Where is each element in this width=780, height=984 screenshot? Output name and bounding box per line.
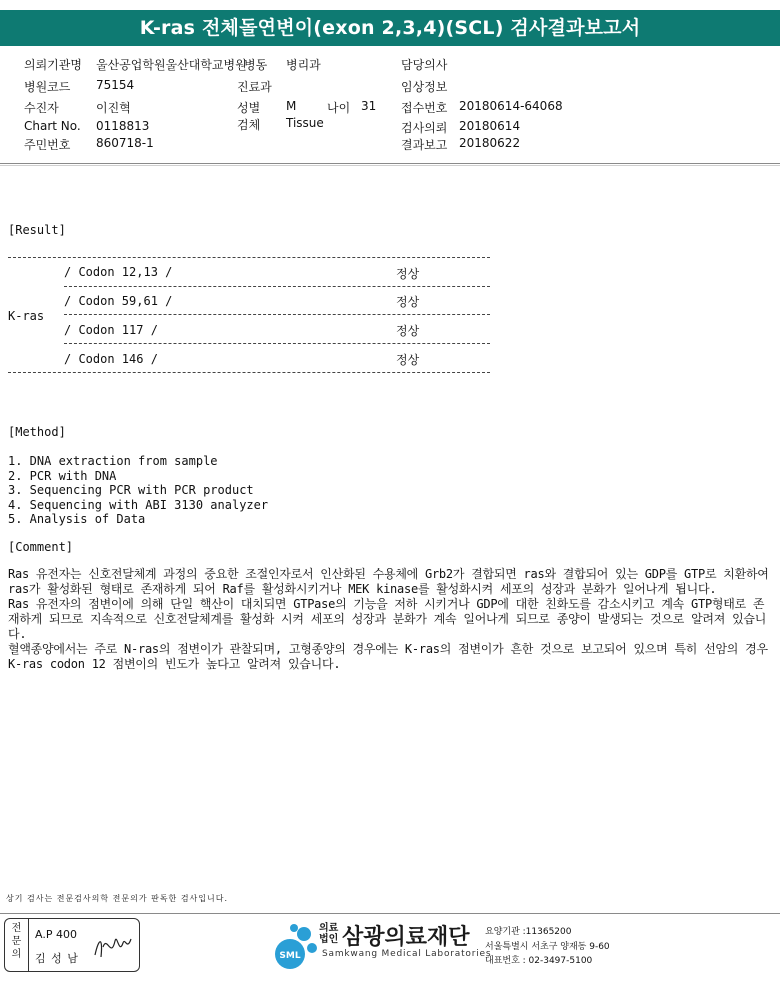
codon-label: / Codon 117 / <box>64 323 158 337</box>
org-name: 삼광의료재단 <box>342 925 470 950</box>
codon-label: / Codon 146 / <box>64 352 158 366</box>
report-date-label: 결과보고 <box>401 138 448 152</box>
signature-name: 김 성 남 <box>35 952 79 965</box>
hospital-value: 울산공업학원울산대학교병원 <box>96 58 247 72</box>
method-step: 1. DNA extraction from sample <box>8 454 218 468</box>
signature-license: A.P 400 <box>35 928 77 941</box>
receipt-value: 20180614-64068 <box>459 99 563 113</box>
handwritten-signature <box>91 929 135 963</box>
clinical-label: 임상정보 <box>401 80 448 94</box>
sml-logo-icon <box>270 918 320 970</box>
row-divider <box>64 314 490 315</box>
codon-status: 정상 <box>396 295 420 309</box>
org-type-line: 법인 <box>319 934 339 945</box>
signature-box <box>4 918 140 972</box>
comment-paragraph: Ras 유전자는 신호전달체계 과정의 중요한 조절인자로서 인산화된 수용체에 Grb2가 결합되면 ras와 결합되어 있는 GDP를 GTP로 치환하여 ras가 활성화된 형태로 존재하게 되어 Raf를 활성화시키거나 MEK kinase를 활성화시켜 세포의 성장과 분화가 일어나게 됩니다. <box>8 567 769 596</box>
ward-label: 병동 <box>244 58 268 72</box>
method-step: 2. PCR with DNA <box>8 468 117 483</box>
specimen-label: 검체 <box>237 118 261 132</box>
report-date-value: 20180622 <box>459 136 521 150</box>
patient-label: 수진자 <box>24 101 59 115</box>
comment-paragraph: Ras 유전자의 점변이에 의해 단일 핵산이 대치되면 GTPase의 기능을 저하 시키거나 GDP에 대한 친화도를 감소시키고 계속 GTP형태로 존재하게 되므로 지속적으로 신호전달체계를 활성화 시켜 세포의 성장과 분화가 계속 일어나게 되므로 종양이 발생되는 것으로 알려져 있습니다. <box>8 597 767 641</box>
codon-status: 정상 <box>396 353 420 367</box>
sml-logo-text: SML <box>279 951 301 961</box>
request-label: 검사의뢰 <box>401 121 448 135</box>
code-value: 75154 <box>96 78 135 92</box>
gene-label: K-ras <box>8 309 45 323</box>
header-divider <box>0 163 780 164</box>
org-type <box>319 923 338 945</box>
report-title: K-ras 전체돌연변이(exon 2,3,4)(SCL) 검사결과보고서 <box>0 10 780 46</box>
codon-status: 정상 <box>396 324 420 338</box>
sex-value: M <box>286 99 297 113</box>
method-heading: [Method] <box>8 425 66 439</box>
code-label: 병원코드 <box>24 80 71 94</box>
patient-value: 이진혁 <box>96 101 131 115</box>
org-phone: 대표번호 : 02-3497-5100 <box>485 956 593 966</box>
id-label: 주민번호 <box>24 138 71 152</box>
org-english-name: Samkwang Medical Laboratories <box>322 949 492 959</box>
comment-body <box>8 567 773 672</box>
specimen-value: Tissue <box>286 116 324 130</box>
chart-label: Chart No. <box>24 119 81 133</box>
request-value: 20180614 <box>459 119 521 133</box>
age-label: 나이 <box>327 101 351 115</box>
row-divider <box>64 286 490 287</box>
method-step: 3. Sequencing PCR with PCR product <box>8 483 254 497</box>
comment-paragraph: 혈액종양에서는 주로 N-ras의 점변이가 관찰되며, 고형종양의 경우에는 K-ras의 점변이가 흔한 것으로 보고되어 있으며 특히 선암의 경우 K-ras codon 12 점변이의 빈도가 높다고 알려져 있습니다. <box>8 642 768 671</box>
org-code: 요양기관 :11365200 <box>485 927 572 937</box>
row-divider <box>64 343 490 344</box>
comment-heading: [Comment] <box>8 540 74 554</box>
hospital-label: 의뢰기관명 <box>24 58 82 72</box>
codon-label: / Codon 12,13 / <box>64 265 173 279</box>
org-type-line: 의료 <box>319 923 339 934</box>
ward-value: 병리과 <box>286 58 321 72</box>
method-list <box>8 454 268 527</box>
id-value: 860718-1 <box>96 136 154 150</box>
codon-status: 정상 <box>396 267 420 281</box>
header-divider-shadow <box>0 165 780 166</box>
footer-divider <box>0 913 780 914</box>
result-heading: [Result] <box>8 223 66 237</box>
sex-label: 성별 <box>237 101 261 115</box>
org-address: 서울특별시 서초구 양재동 9-60 <box>485 942 610 952</box>
codon-label: / Codon 59,61 / <box>64 294 173 308</box>
signature-side-text: 전문의 <box>11 923 22 960</box>
dept-label: 진료과 <box>237 80 272 94</box>
age-value: 31 <box>361 99 377 113</box>
signature-side-label <box>5 919 29 971</box>
receipt-label: 접수번호 <box>401 101 448 115</box>
footer-note: 상기 검사는 전문검사의학 전문의가 판독한 검사입니다. <box>6 894 228 903</box>
chart-value: 0118813 <box>96 119 150 133</box>
result-top-rule <box>8 257 490 258</box>
doctor-label: 담당의사 <box>401 58 448 72</box>
result-bottom-rule <box>8 372 490 373</box>
method-step: 4. Sequencing with ABI 3130 analyzer <box>8 497 269 512</box>
method-step: 5. Analysis of Data <box>8 512 146 526</box>
